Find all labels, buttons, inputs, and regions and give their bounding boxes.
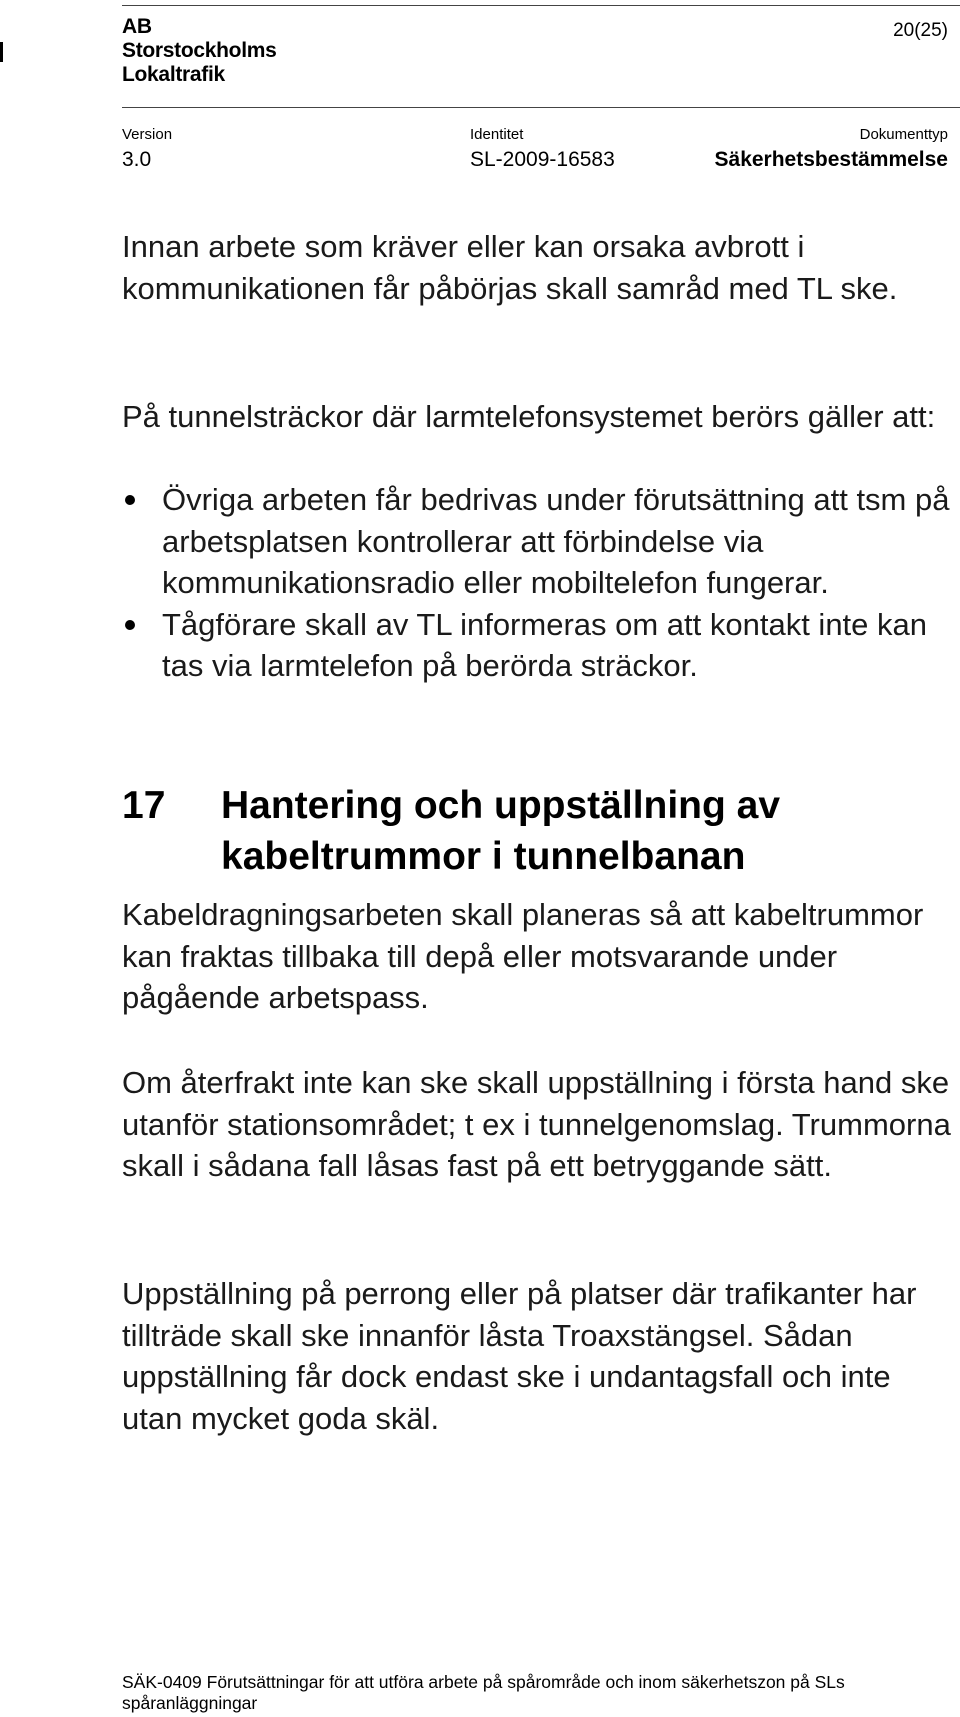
- paragraph-3-text: Kabeldragningsarbeten skall planeras så att kabeltrummor kan fraktas tillbaka till depå eller motsvarande under pågående arbetspass.: [122, 897, 924, 1015]
- bullet-icon: [125, 495, 135, 505]
- paragraph-4-text: Om återfrakt inte kan ske skall uppställning i första hand ske utanför stationsområdet; t ex i tunnelgenomslag. Trummorna skall i sådana fall låsas fast på ett betryggande sätt.: [122, 1065, 951, 1183]
- list-item: [122, 479, 952, 604]
- header-rule: [122, 107, 960, 108]
- paragraph-4: [122, 1062, 952, 1187]
- identity-value: SL-2009-16583: [470, 148, 615, 171]
- version-label: Version: [122, 126, 173, 143]
- paragraph-3: [122, 894, 952, 1019]
- paragraph-1: [122, 226, 952, 309]
- bullet-icon: [125, 620, 135, 630]
- bullet-list: [122, 479, 952, 687]
- logo-line-2: Storstockholms: [122, 39, 277, 62]
- doctype-label: Dokumenttyp: [859, 126, 948, 143]
- logo-line-1: AB: [122, 15, 152, 38]
- list-item-text: Tågförare skall av TL informeras om att kontakt inte kan tas via larmtelefon på berörda sträckor.: [162, 606, 928, 683]
- section-heading: [122, 780, 952, 882]
- page-edge-mark: [0, 42, 3, 62]
- section-number: 17: [122, 784, 166, 827]
- section-title: Hantering och uppställning av kabeltrummor i tunnelbanan: [221, 784, 781, 878]
- list-item: [122, 604, 952, 687]
- version-value: 3.0: [122, 148, 152, 171]
- paragraph-1-text: Innan arbete som kräver eller kan orsaka avbrott i kommunikationen får påbörjas skall samråd med TL ske.: [122, 229, 898, 306]
- page-number: 20(25): [893, 20, 948, 41]
- list-item-text: Övriga arbeten får bedrivas under förutsättning att tsm på arbetsplatsen kontrollerar att förbindelse via kommunikationsradio eller mobiltelefon fungerar.: [162, 482, 950, 600]
- top-rule: [122, 5, 960, 6]
- company-logo: [122, 15, 277, 87]
- identity-label: Identitet: [470, 126, 524, 143]
- paragraph-2-intro-text: På tunnelsträckor där larmtelefonsystemet berörs gäller att:: [122, 399, 936, 434]
- page-footer: SÄK-0409 Förutsättningar för att utföra arbete på spårområde och inom säkerhetszon på SLs spåranläggningar: [122, 1672, 845, 1713]
- paragraph-5: [122, 1273, 952, 1439]
- paragraph-2-intro: [122, 396, 952, 438]
- paragraph-5-text: Uppställning på perrong eller på platser där trafikanter har tillträde skall ske innanför låsta Troaxstängsel. Sådan uppställning får dock endast ske i undantagsfall och inte utan mycket goda skäl.: [122, 1276, 917, 1436]
- doctype-value: Säkerhetsbestämmelse: [714, 148, 948, 171]
- logo-line-3: Lokaltrafik: [122, 63, 225, 86]
